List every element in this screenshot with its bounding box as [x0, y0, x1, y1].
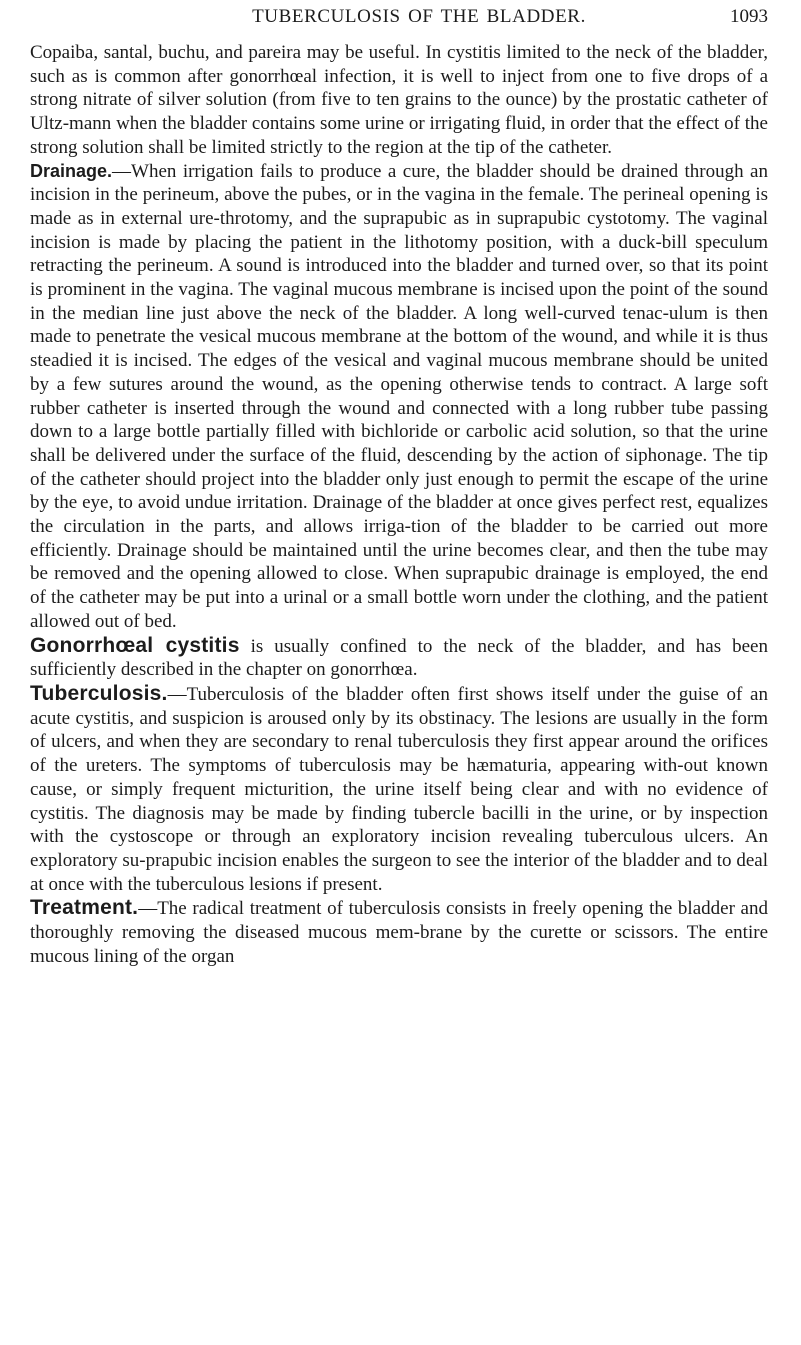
section-heading-gonorrhoeal-cystitis: Gonorrhœal cystitis: [30, 633, 240, 657]
paragraph-text: Copaiba, santal, buchu, and pareira may be useful. In cystitis limited to the neck of the bladder, such as is common after gonorrhœal infection, it is well to inject from one to five drops of a strong nitrate of silver solution (from five to ten grains to the ounce) by the prostatic catheter of Ultz-mann when the bladder contains some urine or irrigating fluid, in order that the effect of the strong solution shall be limited strictly to the region at the tip of the catheter.: [30, 42, 768, 158]
page-number: 1093: [730, 6, 768, 27]
section-heading-drainage: Drainage.: [30, 160, 113, 181]
paragraph-text: is usually confined to the neck of the bladder, and has been sufficiently described in the chapter on gonorrhœa.: [30, 635, 768, 681]
paragraph-text: —Tuberculosis of the bladder often first shows itself under the guise of an acute cystitis, and suspicion is aroused only by its obstinacy. The lesions are usually in the form of ulcers, and when they are secondary to renal tuberculosis they first appear around the orifices of the ureters. The symptoms of tuberculosis may be hæmaturia, appearing with-out known cause, or simply frequent micturition, the urine itself being clear and with no evidence of cystitis. The diagnosis may be made by finding tubercle bacilli in the urine, or by inspection with the cystoscope or through an exploratory incision revealing tuberculous ulcers. An exploratory su-prapubic incision enables the surgeon to see the interior of the bladder and to deal at once with the tuberculous lesions if present.: [30, 683, 768, 895]
paragraph-text: —The radical treatment of tuberculosis consists in freely opening the bladder and thoroughly removing the diseased mucous mem-brane by the curette or scissors. The entire mucous lining of the organ: [30, 898, 768, 967]
section-heading-tuberculosis: Tuberculosis.: [30, 681, 168, 705]
paragraph-copaiba: [30, 41, 768, 160]
paragraph-text: —When irrigation fails to produce a cure, the bladder should be drained through an incision in the perineum, above the pubes, or in the vagina in the female. The perineal opening is made as in external ure-throtomy, and the suprapubic as in suprapubic cystotomy. The vaginal incision is made by placing the patient in the lithotomy position, with a duck-bill speculum retracting the perineum. A sound is introduced into the bladder and turned over, so that its point is prominent in the vagina. The vaginal mucous membrane is incised upon the point of the sound in the median line just above the neck of the bladder. A long well-curved tenac-ulum is then made to penetrate the vesical mucous membrane at the bottom of the wound, and while it is thus steadied it is incised. The edges of the vesical and vaginal mucous membrane should be united by a few sutures around the wound, as the opening otherwise tends to contract. A large soft rubber catheter is inserted through the wound and connected with a long rubber tube passing down to a large bottle partially filled with bichloride or carbolic acid solution, so that the urine shall be delivered under the surface of the fluid, descending by the action of siphonage. The tip of the catheter should project into the bladder only just enough to permit the escape of the urine by the eye, to avoid undue irritation. Drainage of the bladder at once gives perfect rest, equalizes the circulation in the parts, and allows irriga-tion of the bladder to be carried out more efficiently. Drainage should be maintained until the urine becomes clear, and then the tube may be removed and the opening allowed to close. When suprapubic drainage is employed, the end of the catheter may be put into a urinal or a small bottle worn under the clothing, and the patient allowed out of bed.: [30, 160, 768, 632]
paragraph-drainage: [30, 160, 768, 634]
paragraph-treatment: [30, 896, 768, 968]
book-page: [30, 0, 768, 1345]
running-title: TUBERCULOSIS OF THE BLADDER.: [252, 6, 586, 27]
body-text: [30, 41, 768, 968]
paragraph-tuberculosis: [30, 682, 768, 896]
running-header: [30, 0, 768, 40]
paragraph-gonorrhoeal-cystitis: [30, 634, 768, 682]
section-heading-treatment: Treatment.: [30, 896, 139, 920]
